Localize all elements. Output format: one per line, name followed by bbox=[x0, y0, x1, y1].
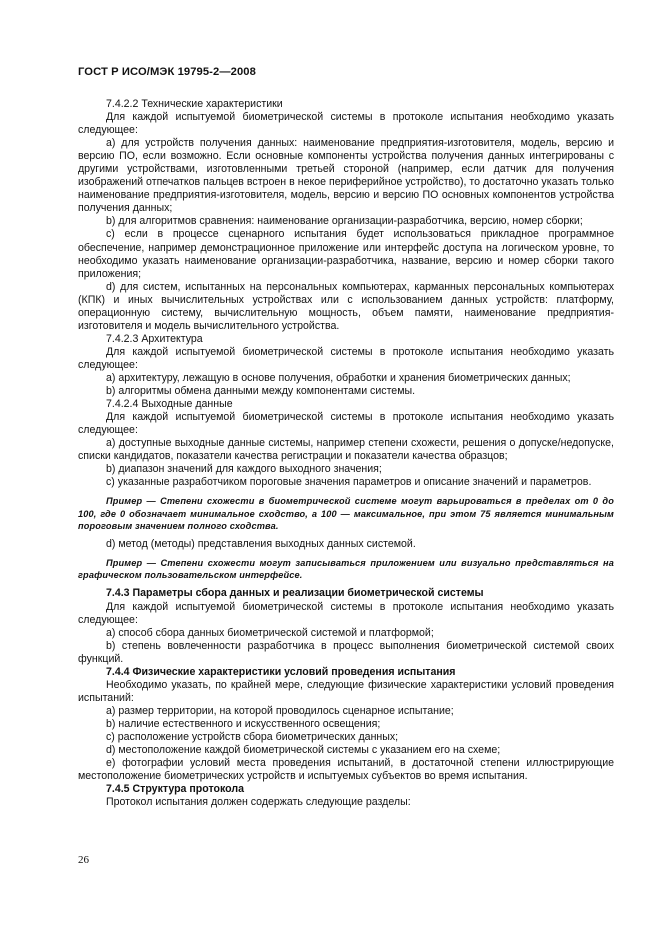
list-item: b) для алгоритмов сравнения: наименование организации-разработчика, версию, номер сборки; bbox=[106, 215, 583, 228]
paragraph: Необходимо указать, по крайней мере, следующие физические характеристики условий проведения испытаний: bbox=[78, 678, 614, 704]
page-number: 26 bbox=[78, 854, 89, 866]
list-item: b) диапазон значений для каждого выходного значения; bbox=[106, 463, 382, 476]
list-item: d) метод (методы) представления выходных данных системой. bbox=[106, 538, 416, 551]
list-item: a) архитектуру, лежащую в основе получения, обработки и хранения биометрических данных; bbox=[106, 371, 571, 384]
list-item: c) указанные разработчиком пороговые значения параметров и описание значений и параметров. bbox=[106, 476, 592, 489]
example-note: Пример — Степени схожести в биометрической системе могут варьироваться в пределах от 0 до 100, где 0 обозначает минимальное сходство, а 100 — максимальное, при этом 75 является минимальным пороговым значением полного сходства. bbox=[78, 496, 614, 531]
example-note: Пример — Степени схожести могут записываться приложением или визуально представляться на графическом пользовательском интерфейсе. bbox=[78, 558, 614, 581]
list-item: e) фотографии условий места проведения испытаний, в достаточной степени иллюстрирующие местоположение биометрических устройств и испытуемых субъектов во время испытания. bbox=[78, 757, 614, 783]
list-item: b) степень вовлеченности разработчика в процесс выполнения биометрической системой своих функций. bbox=[78, 639, 614, 665]
list-item: b) алгоритмы обмена данными между компонентами системы. bbox=[106, 385, 416, 398]
section-heading-bold: 7.4.5 Структура протокола bbox=[106, 783, 244, 796]
section-heading: 7.4.2.3 Архитектура bbox=[106, 332, 203, 345]
list-item: c) если в процессе сценарного испытания будет использоваться прикладное программное обеспечение, например демонстрационное приложение или интерфейс доступа на логическом уровне, то необходимо указать наименование организации-разработчика, название, версию и номер сборки такого приложения; bbox=[78, 228, 614, 280]
list-item: a) для устройств получения данных: наименование предприятия-изготовителя, модель, версию и версию ПО, если возможно. Если основные компоненты устройства получения данных интегрированы с другими устройствами, изготовленными третьей стороной (например, если датчик для получения изображений отпечатков пальцев встроен в некое периферийное устройство), то достаточно указать только наименование предприятия-изготовителя, модель, версию и версию ПО основных компонентов устройства получения данных; bbox=[78, 137, 614, 215]
paragraph: Для каждой испытуемой биометрической системы в протоколе испытания необходимо указать следующее: bbox=[78, 111, 614, 137]
paragraph: Для каждой испытуемой биометрической системы в протоколе испытания необходимо указать следующее: bbox=[78, 345, 614, 371]
list-item: c) расположение устройств сбора биометрических данных; bbox=[106, 730, 399, 743]
document-header: ГОСТ Р ИСО/МЭК 19795-2—2008 bbox=[78, 66, 256, 78]
section-heading-bold: 7.4.3 Параметры сбора данных и реализации биометрической системы bbox=[106, 587, 484, 600]
section-heading-bold: 7.4.4 Физические характеристики условий проведения испытания bbox=[106, 665, 456, 678]
section-heading: 7.4.2.2 Технические характеристики bbox=[106, 98, 283, 110]
list-item: a) доступные выходные данные системы, например степени схожести, решения о допуске/недопуске, списки кандидатов, показатели качества регистрации и показатели качества образцов; bbox=[78, 437, 614, 463]
list-item: a) способ сбора данных биометрической системой и платформой; bbox=[106, 626, 434, 639]
paragraph: Для каждой испытуемой биометрической системы в протоколе испытания необходимо указать следующее: bbox=[78, 600, 614, 626]
paragraph: Протокол испытания должен содержать следующие разделы: bbox=[106, 796, 411, 809]
list-item: b) наличие естественного и искусственного освещения; bbox=[106, 717, 381, 730]
paragraph: Для каждой испытуемой биометрической системы в протоколе испытания необходимо указать следующее: bbox=[78, 411, 614, 437]
list-item: d) для систем, испытанных на персональных компьютерах, карманных персональных компьютерах (КПК) и иных вычислительных устройствах или с использованием данных устройств: платформу, операционную систему, вычислительную мощность, объем памяти, наименование предприятия-изготовителя и модель вычислительного устройства. bbox=[78, 280, 614, 332]
list-item: d) местоположение каждой биометрической системы с указанием его на схеме; bbox=[106, 744, 501, 757]
document-body bbox=[78, 98, 614, 809]
section-heading: 7.4.2.4 Выходные данные bbox=[106, 398, 233, 411]
list-item: a) размер территории, на которой проводилось сценарное испытание; bbox=[106, 704, 454, 717]
